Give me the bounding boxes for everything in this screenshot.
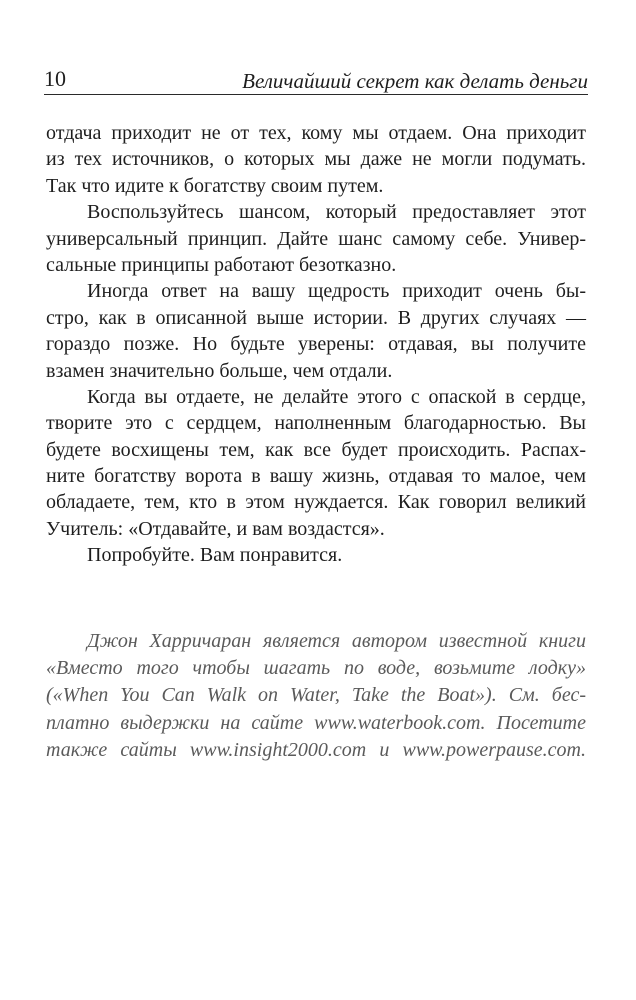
note-line: Джон Харричаран является автором известной книги <box>87 630 586 652</box>
text-line: Иногда ответ на вашу щедрость приходит очень бы- <box>87 280 586 303</box>
text-line: универсальный принцип. Дайте шанс самому себе. Универ- <box>46 227 586 250</box>
author-note <box>46 628 586 764</box>
text-line: обладаете, тем, кто в этом нуждается. Как говорил великий <box>46 491 586 514</box>
text-line: Попробуйте. Вам понравится. <box>87 544 343 567</box>
text-line: из тех источников, о которых мы даже не могли подумать. <box>46 148 586 171</box>
note-line: «Вместо того чтобы шагать по воде, возьмите лодку» <box>46 657 586 680</box>
note-line: («When You Can Walk on Water, Take the Boat»). См. бес- <box>46 684 586 707</box>
text-line: ните богатству ворота в вашу жизнь, отдавая то малое, чем <box>46 465 586 488</box>
text-line: Так что идите к богатству своим путем. <box>46 174 384 197</box>
note-line: также сайты www.insight2000.com и www.powerpause.com. <box>46 738 586 761</box>
text-line: взамен значительно больше, чем отдали. <box>46 359 393 382</box>
text-line: гораздо позже. Но будьте уверены: отдавая, вы получите <box>46 333 586 356</box>
running-title: Величайший секрет как делать деньги <box>242 69 588 93</box>
text-line: Воспользуйтесь шансом, который предоставляет этот <box>87 201 586 224</box>
text-line: сальные принципы работают безотказно. <box>46 253 397 276</box>
text-line: Когда вы отдаете, не делайте этого с опаской в сердце, <box>87 385 586 408</box>
header-rule <box>44 94 588 95</box>
page-number: 10 <box>44 66 66 91</box>
page-header <box>44 62 588 96</box>
text-line: стро, как в описанной выше истории. В других случаях — <box>46 306 586 329</box>
text-line: Учитель: «Отдавайте, и вам воздастся». <box>46 517 385 540</box>
text-line: творите это с сердцем, наполненным благодарностью. Вы <box>46 412 586 435</box>
text-line: будете восхищены тем, как все будет происходить. Распах- <box>46 438 586 461</box>
text-line: отдача приходит не от тех, кому мы отдаем. Она приходит <box>46 122 586 144</box>
body-text <box>46 120 586 569</box>
note-line: платно выдержки на сайте www.waterbook.com. Посетите <box>46 711 586 734</box>
